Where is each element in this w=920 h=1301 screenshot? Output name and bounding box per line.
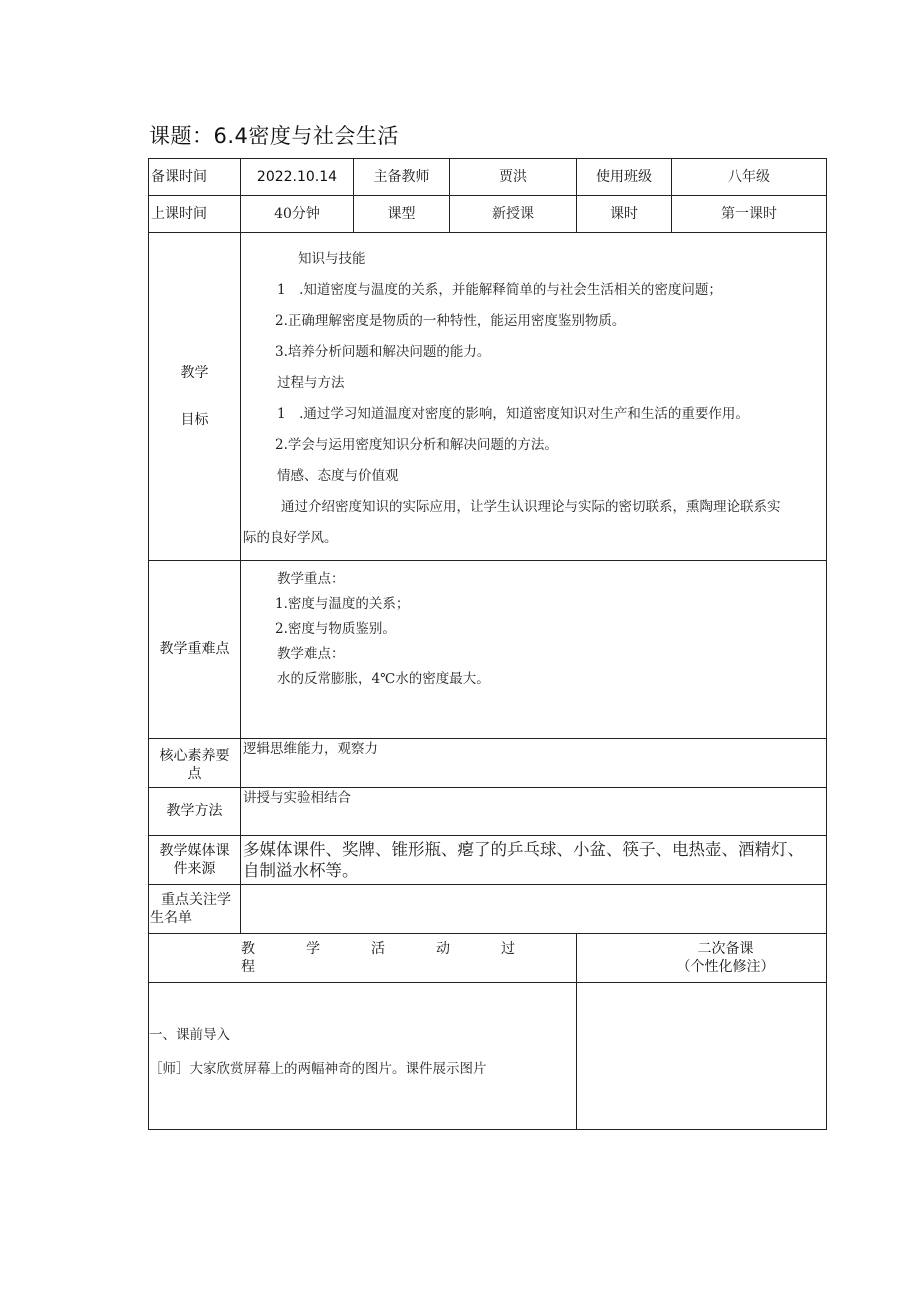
lesson-time-value: 40分钟 <box>241 196 354 233</box>
teaching-method-value: 讲授与实验相结合 <box>241 788 827 836</box>
second-prep-heading-line-1: 二次备课 <box>697 940 754 957</box>
activity-process-heading <box>149 934 577 983</box>
period-label: 课时 <box>577 196 672 233</box>
objectives-line: 2.正确理解密度是物质的一种特性，能运用密度鉴别物质。 <box>275 313 626 329</box>
objectives-label-line-2: 目标 <box>180 411 209 428</box>
core-literacy-label <box>149 739 241 788</box>
objectives-content <box>241 233 827 561</box>
key-points-line: 教学难点： <box>277 646 345 662</box>
key-points-label: 教学重难点 <box>149 561 241 739</box>
key-points-line: 2.密度与物质鉴别。 <box>275 621 396 637</box>
heading-char: 活 <box>371 940 385 957</box>
lesson-type-value: 新授课 <box>450 196 577 233</box>
media-label-line-2: 件来源 <box>173 861 216 877</box>
objectives-line: 情感、态度与价值观 <box>277 468 399 484</box>
media-value-line-2: 自制溢水杯等。 <box>243 861 359 880</box>
lesson-time-label: 上课时间 <box>149 196 241 233</box>
activity-header-row <box>149 934 827 983</box>
key-points-line: 教学重点： <box>277 571 345 587</box>
heading-char: 过 <box>501 940 515 957</box>
period-value: 第一课时 <box>672 196 827 233</box>
teaching-method-row <box>149 788 827 836</box>
focus-students-label <box>149 885 241 934</box>
teacher-label: 主备教师 <box>354 159 450 196</box>
media-value <box>241 836 827 885</box>
prep-time-value: 2022.10.14 <box>241 159 354 196</box>
activity-line: ［师］大家欣赏屏幕上的两幅神奇的图片。课件展示图片 <box>149 1061 487 1077</box>
objectives-line: 3.培养分析问题和解决问题的能力。 <box>275 344 491 360</box>
prep-time-label: 备课时间 <box>149 159 241 196</box>
heading-char: 学 <box>306 940 320 957</box>
class-value: 八年级 <box>672 159 827 196</box>
key-points-content <box>241 561 827 739</box>
lesson-type-label: 课型 <box>354 196 450 233</box>
key-points-line: 水的反常膨胀，4℃水的密度最大。 <box>277 671 490 687</box>
teaching-method-label: 教学方法 <box>149 788 241 836</box>
second-prep-heading <box>577 934 827 983</box>
info-row-2 <box>149 196 827 233</box>
focus-students-value <box>241 885 827 934</box>
second-prep-notes <box>577 983 827 1130</box>
core-literacy-value: 逻辑思维能力，观察力 <box>241 739 827 788</box>
objectives-line: 际的良好学风。 <box>243 530 338 546</box>
focus-students-label-line-1: 重点关注学 <box>161 891 231 908</box>
core-literacy-label-line-1: 核心素养要 <box>159 747 230 764</box>
lesson-plan-table <box>148 158 827 1130</box>
page-title: 课题：6.4密度与社会生活 <box>149 124 399 148</box>
objectives-line: 1 .通过学习知道温度对密度的影响，知道密度知识对生产和生活的重要作用。 <box>277 406 749 422</box>
objectives-line: 知识与技能 <box>298 251 366 267</box>
objectives-label-line-1: 教学 <box>180 365 209 382</box>
media-value-line-1: 多媒体课件、奖牌、锥形瓶、瘪了的乒乓球、小盆、筷子、电热壶、酒精灯、 <box>243 840 804 859</box>
heading-char: 动 <box>436 940 450 957</box>
teacher-value: 贾洪 <box>450 159 577 196</box>
objectives-label <box>149 233 241 561</box>
heading-char: 程 <box>241 959 255 975</box>
core-literacy-label-line-2: 点 <box>187 766 202 782</box>
key-points-row <box>149 561 827 739</box>
core-literacy-row <box>149 739 827 788</box>
focus-students-label-line-2: 生名单 <box>150 910 192 926</box>
media-label-line-1: 教学媒体课 <box>159 842 230 859</box>
objectives-line: 通过介绍密度知识的实际应用，让学生认识理论与实际的密切联系，熏陶理论联系实 <box>281 499 781 515</box>
activity-content <box>149 983 577 1130</box>
heading-char: 教 <box>241 940 255 957</box>
media-label <box>149 836 241 885</box>
objectives-line: 1 .知道密度与温度的关系，并能解释简单的与社会生活相关的密度问题； <box>277 282 722 298</box>
objectives-row <box>149 233 827 561</box>
key-points-line: 1.密度与温度的关系； <box>275 596 410 612</box>
media-row <box>149 836 827 885</box>
activity-line: 一、课前导入 <box>149 1027 230 1043</box>
objectives-line: 过程与方法 <box>277 375 345 391</box>
focus-students-row <box>149 885 827 934</box>
info-row-1 <box>149 159 827 196</box>
class-label: 使用班级 <box>577 159 672 196</box>
second-prep-heading-line-2: （个性化修注） <box>676 959 775 975</box>
objectives-line: 2.学会与运用密度知识分析和解决问题的方法。 <box>275 437 558 453</box>
activity-body-row <box>149 983 827 1130</box>
